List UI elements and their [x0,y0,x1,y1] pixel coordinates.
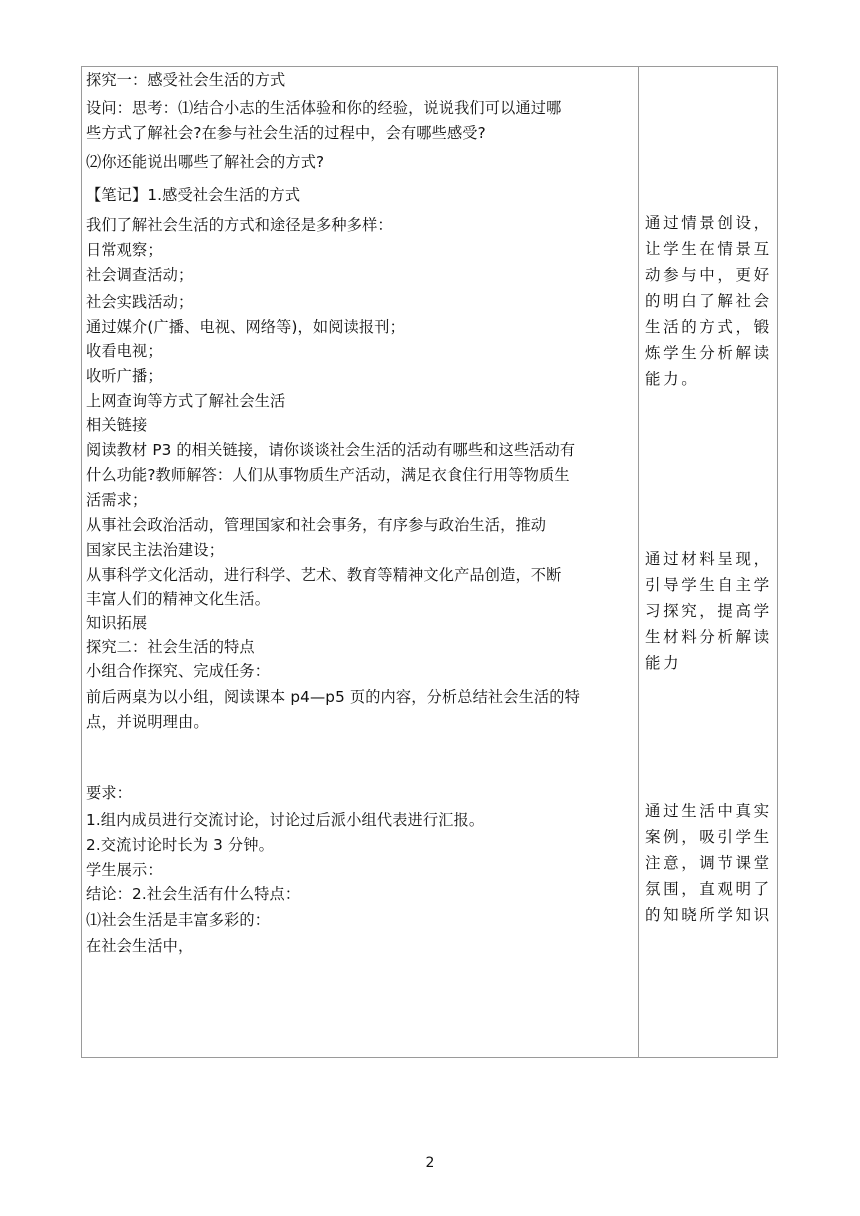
design-note-line: 注意，调节课堂 [645,854,772,872]
content-line: 1.组内成员进行交流讨论，讨论过后派小组代表进行汇报。 [86,811,485,829]
content-line: 阅读教材 P3 的相关链接，请你谈谈社会生活的活动有哪些和这些活动有 [86,441,576,459]
page-number: 2 [425,1155,435,1171]
design-note-line: 氛围，直观明了 [645,880,772,898]
content-line: 日常观察； [86,241,163,259]
design-note-line: 案例，吸引学生 [645,828,772,846]
design-note-line: 生材料分析解读 [645,628,772,646]
content-line: 前后两桌为以小组，阅读课本 p4—p5 页的内容，分析总结社会生活的特 [86,688,580,706]
content-line: 社会调查活动； [86,266,194,284]
content-line: ⑴社会生活是丰富多彩的： [86,911,271,929]
content-line: 活需求； [86,491,148,509]
content-line: 【笔记】1.感受社会生活的方式 [86,186,301,204]
design-note-line: 动参与中，更好 [645,266,772,284]
content-line: 通过媒介(广播、电视、网络等)，如阅读报刊； [86,318,405,336]
content-line: 什么功能?教师解答：人们从事物质生产活动，满足衣食住行用等物质生 [86,466,570,484]
content-line: 社会实践活动； [86,293,194,311]
design-intent-column [645,67,775,1057]
content-line: 从事科学文化活动，进行科学、艺术、教育等精神文化产品创造，不断 [86,566,562,584]
content-line: 点，并说明理由。 [86,713,209,731]
content-line: 知识拓展 [86,614,148,632]
content-line: 2.交流讨论时长为 3 分钟。 [86,836,274,854]
design-note-line: 能力。 [645,370,700,388]
content-line: 在社会生活中， [86,937,194,955]
content-line: 些方式了解社会?在参与社会生活的过程中，会有哪些感受? [86,124,486,142]
design-note-line: 能力 [645,654,682,672]
content-line: 收听广播； [86,367,163,385]
content-line: 收看电视； [86,342,163,360]
design-note-line: 生活的方式，锻 [645,318,772,336]
content-line: 学生展示： [86,861,163,879]
design-note-line: 的知晓所学知识 [645,906,772,924]
design-note-line: 炼学生分析解读 [645,344,772,362]
design-note-line: 的明白了解社会 [645,292,772,310]
content-line: 探究二：社会生活的特点 [86,638,255,656]
design-note-line: 通过情景创设， [645,214,772,232]
content-line: 探究一：感受社会生活的方式 [86,71,286,89]
content-line: 从事社会政治活动，管理国家和社会事务，有序参与政治生活，推动 [86,516,547,534]
content-line: ⑵你还能说出哪些了解社会的方式? [86,153,325,171]
content-line: 结论：2.社会生活有什么特点： [86,885,301,903]
column-divider [638,67,639,1057]
content-line: 国家民主法治建设； [86,541,225,559]
content-line: 上网查询等方式了解社会生活 [86,392,286,410]
content-line: 我们了解社会生活的方式和途径是多种多样： [86,216,393,234]
content-line: 相关链接 [86,416,148,434]
content-line: 丰富人们的精神文化生活。 [86,590,271,608]
design-note-line: 通过材料呈现， [645,550,772,568]
design-note-line: 让学生在情景互 [645,240,772,258]
content-line: 小组合作探究、完成任务： [86,662,271,680]
design-note-line: 通过生活中真实 [645,802,772,820]
design-note-line: 引导学生自主学 [645,576,772,594]
lesson-table [81,66,778,1058]
content-line: 设问：思考：⑴结合小志的生活体验和你的经验，说说我们可以通过哪 [86,99,562,117]
content-line: 要求： [86,784,133,802]
design-note-line: 习探究，提高学 [645,602,772,620]
content-column [86,67,638,1057]
